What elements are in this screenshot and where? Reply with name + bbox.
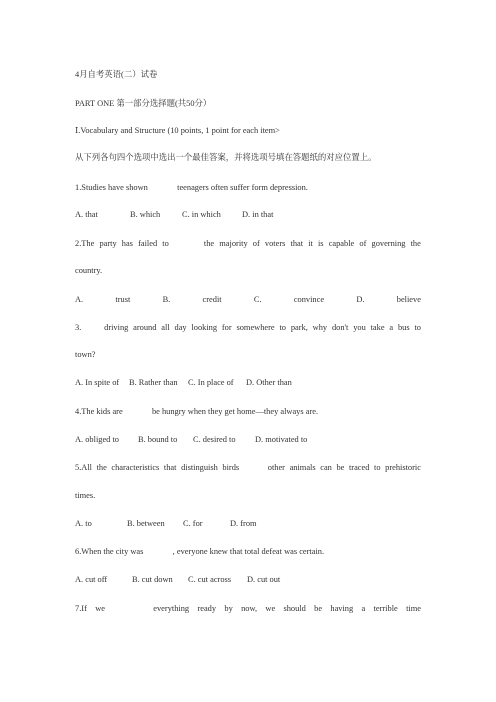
- question-3-options: A. In spite of B. Rather than C. In place of D. Other than: [75, 378, 292, 387]
- option-a: A. that: [75, 210, 98, 219]
- question-6-stem: 6.When the city was , everyone knew that total defeat was certain.: [75, 547, 325, 556]
- option-b: B. which: [130, 210, 161, 219]
- question-7-stem-line-1: 7.If we everything ready by now, we should be having a terrible time: [75, 604, 421, 613]
- question-5-options: A. to B. between C. for D. from: [75, 519, 257, 528]
- question-6-options: A. cut off B. cut down C. cut across D. cut out: [75, 575, 281, 584]
- instructions: 从下列各句四个选项中选出一个最佳答案，并将选项号填在答题纸的对应位置上。: [75, 153, 377, 162]
- question-3-stem-line-1: 3. driving around all day looking for somewhere to park, why don't you take a bus to: [75, 323, 421, 332]
- option-c: C. in which: [182, 210, 221, 219]
- section-heading: Ⅰ.Vocabulary and Structure (10 points, 1 point for each item>: [75, 126, 280, 135]
- question-5-stem-line-1: 5.All the characteristics that distinguish birds other animals can be traced to prehistoric: [75, 463, 421, 472]
- question-1-options: [75, 209, 421, 220]
- question-2-options: A. trust B. credit C. convince D. believe: [75, 295, 421, 304]
- document-title: 4月自考英语(二）试卷: [75, 70, 158, 79]
- question-2-stem-line-2: country.: [75, 266, 103, 275]
- question-4-options: A. obliged to B. bound to C. desired to D. motivated to: [75, 435, 308, 444]
- question-1-stem: 1.Studies have shown teenagers often suffer form depression.: [75, 183, 308, 192]
- question-5-stem-line-2: times.: [75, 491, 96, 500]
- question-3-stem-line-2: town?: [75, 350, 96, 359]
- question-2-stem-line-1: 2.The party has failed to the majority of voters that it is capable of governing the: [75, 239, 421, 248]
- option-d: D. in that: [242, 210, 274, 219]
- part-heading: PART ONE 第一部分选择题(共50分）: [75, 99, 212, 108]
- question-4-stem: 4.The kids are be hungry when they get home—they always are.: [75, 407, 319, 416]
